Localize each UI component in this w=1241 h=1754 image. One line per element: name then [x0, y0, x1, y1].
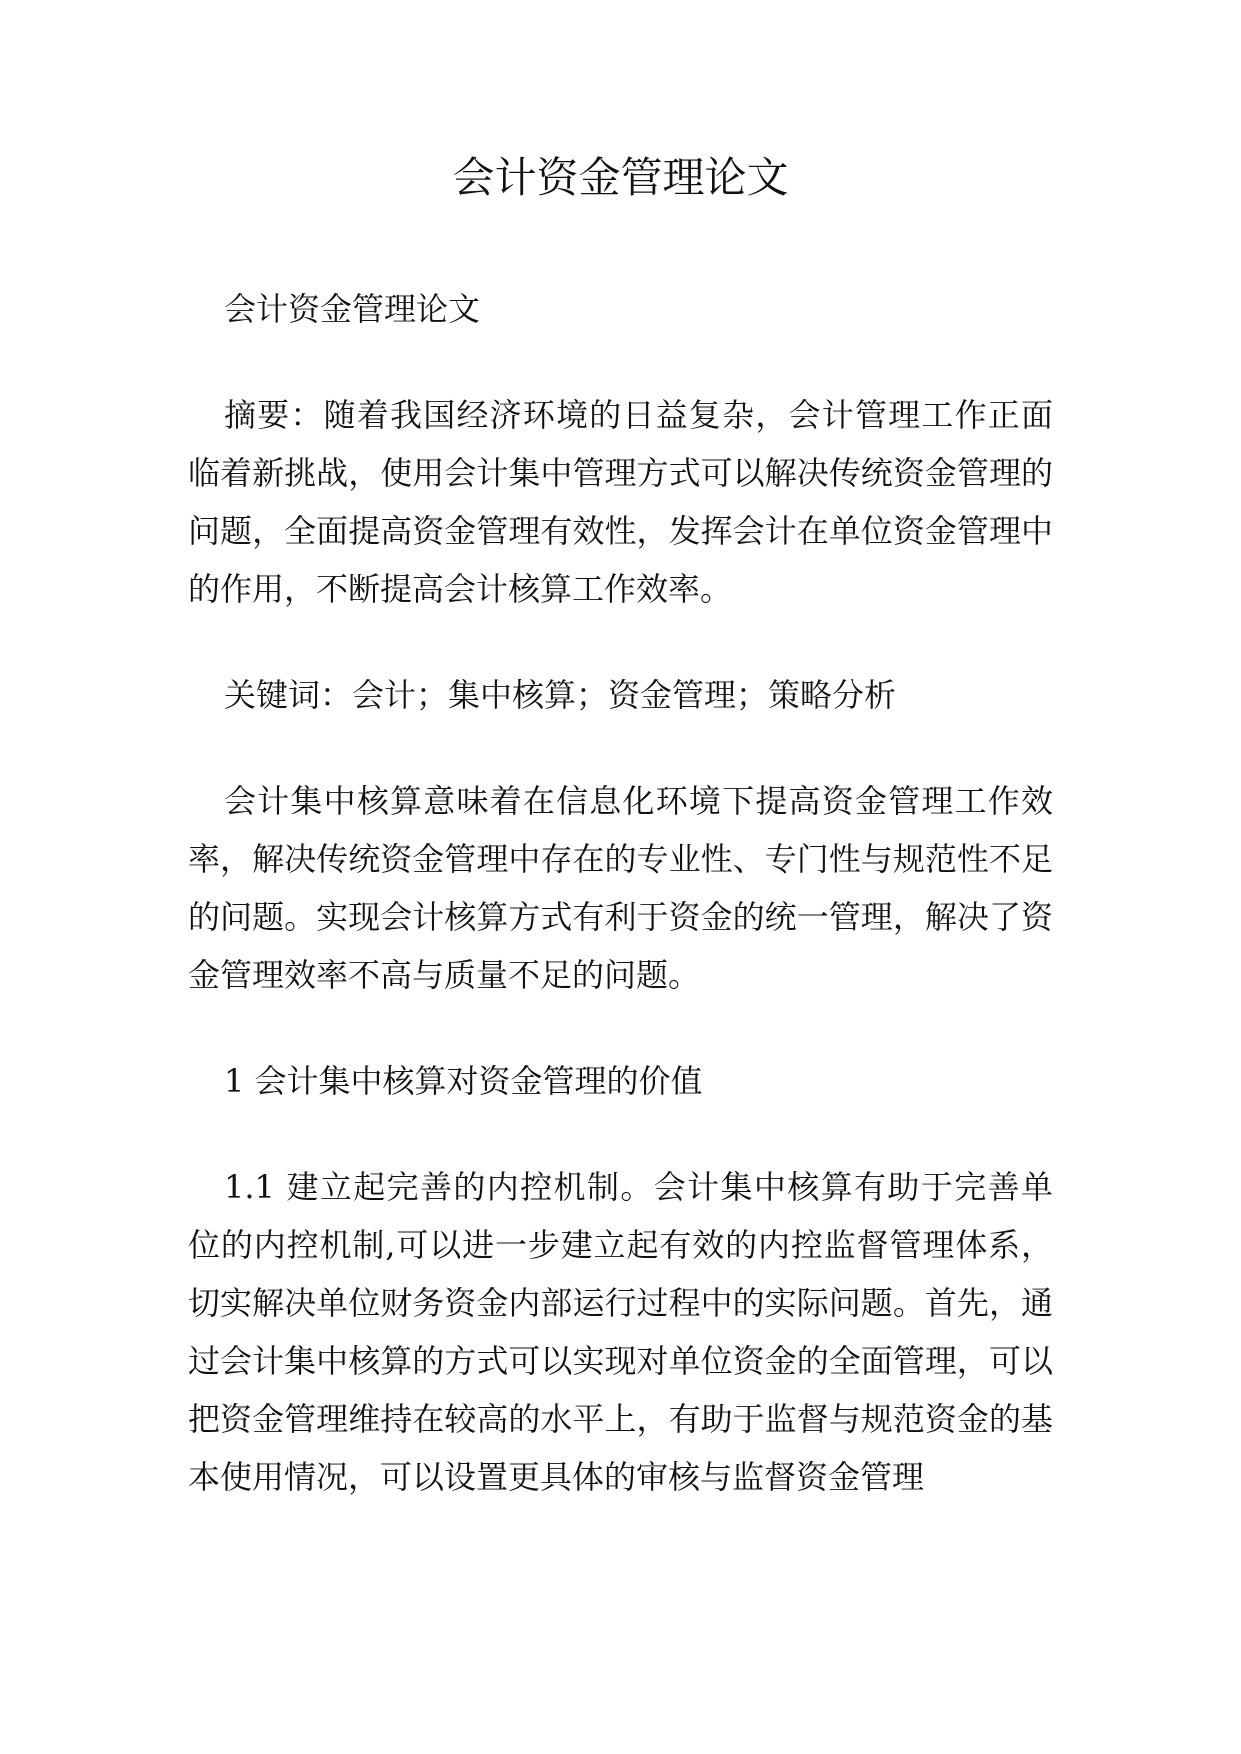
section-heading-1: 1 会计集中核算对资金管理的价值	[224, 1062, 703, 1100]
paragraph-abstract: 摘要：随着我国经济环境的日益复杂，会计管理工作正面临着新挑战，使用会计集中管理方式可以解决传统资金管理的问题，全面提高资金管理有效性，发挥会计在单位资金管理中的作用，不断提高会计核算工作效率。	[188, 396, 1053, 608]
document-title: 会计资金管理论文	[452, 153, 789, 202]
paragraph-keywords: 关键词：会计；集中核算；资金管理；策略分析	[224, 676, 897, 714]
document-body	[188, 280, 1053, 1554]
paragraph-intro: 会计集中核算意味着在信息化环境下提高资金管理工作效率，解决传统资金管理中存在的专业性、专门性与规范性不足的问题。实现会计核算方式有利于资金的统一管理，解决了资金管理效率不高与质量不足的问题。	[188, 782, 1053, 994]
paragraph-heading: 会计资金管理论文	[224, 290, 481, 328]
paragraph-section-1-1: 1.1 建立起完善的内控机制。会计集中核算有助于完善单位的内控机制,可以进一步建立起有效的内控监督管理体系，切实解决单位财务资金内部运行过程中的实际问题。首先，通过会计集中核算的方式可以实现对单位资金的全面管理，可以把资金管理维持在较高的水平上，有助于监督与规范资金的基本使用情况，可以设置更具体的审核与监督资金管理	[188, 1168, 1053, 1496]
